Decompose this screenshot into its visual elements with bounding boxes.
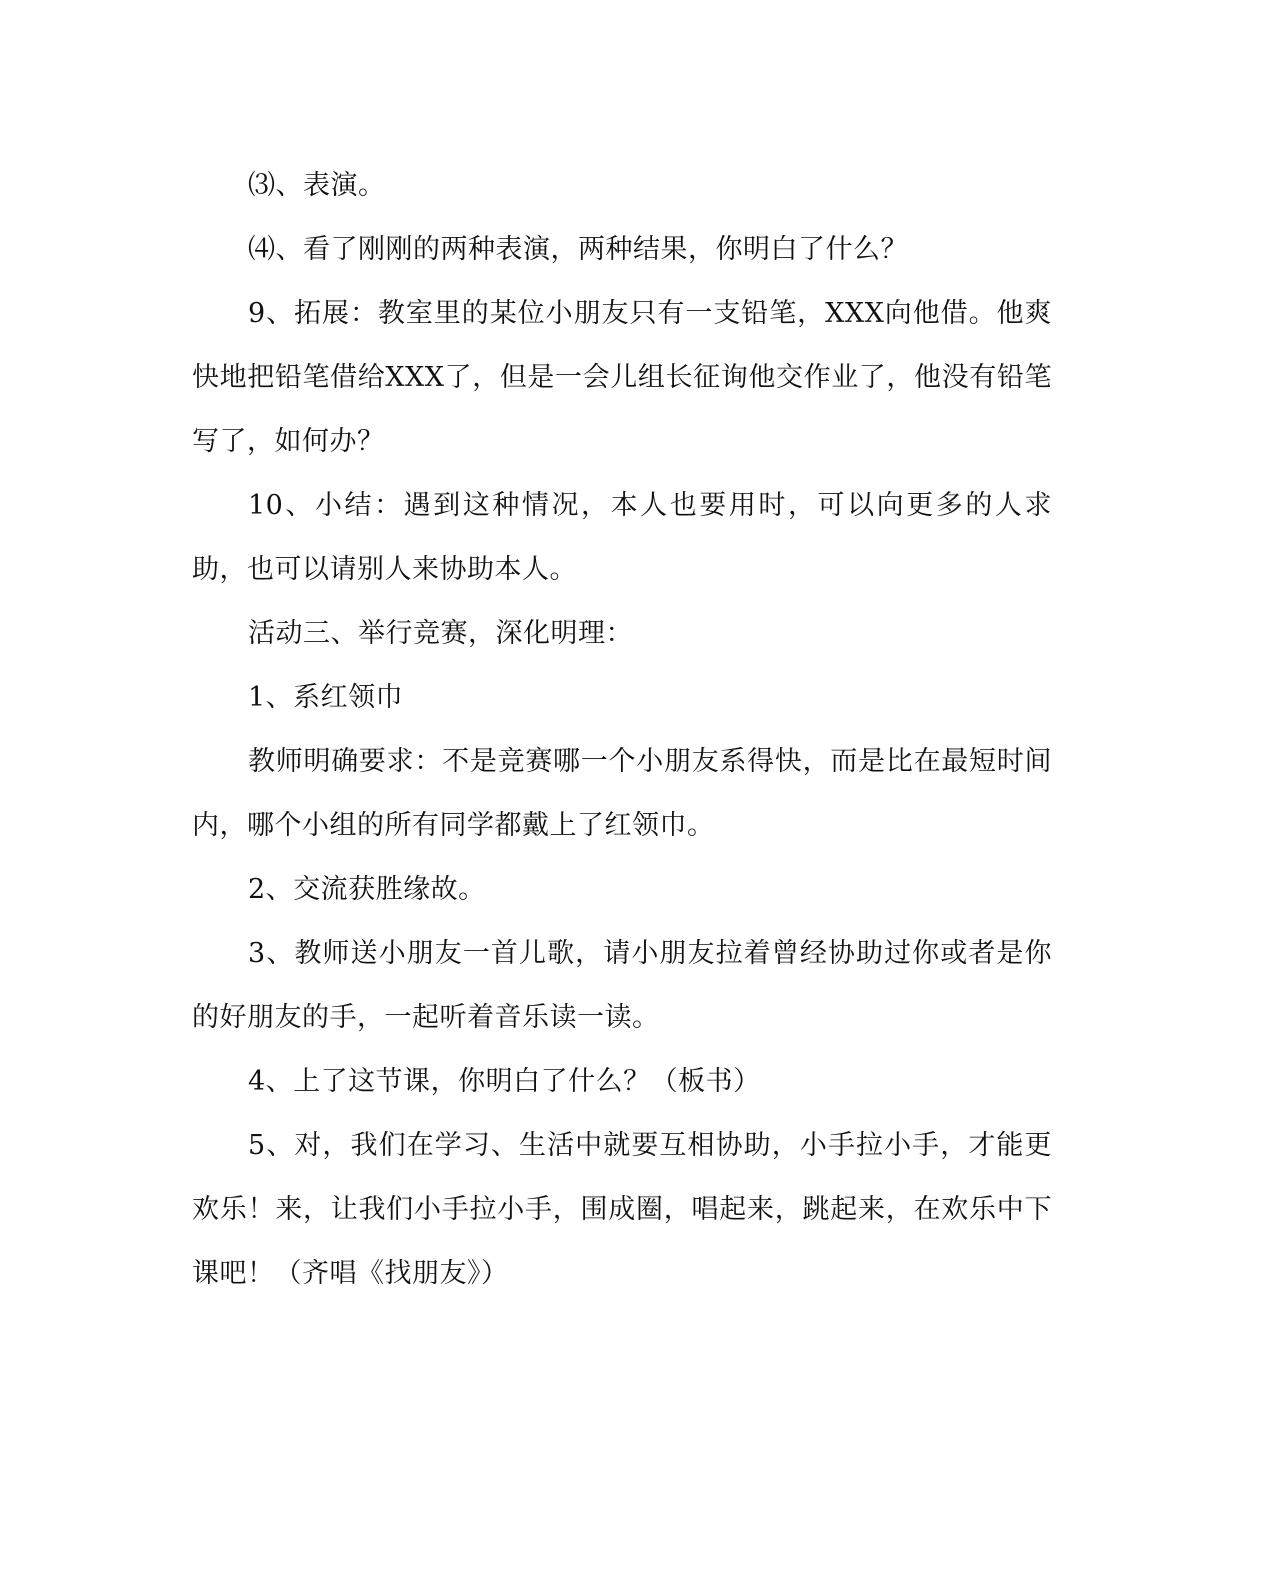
paragraph-4-lesson-question: 4、上了这节课，你明白了什么？（板书） — [248, 1066, 761, 1097]
paragraph-1-red-scarf: 1、系红领巾 — [248, 682, 404, 713]
paragraph-step-3-performance: ⑶、表演。 — [248, 170, 386, 201]
paragraph-activity-three-heading: 活动三、举行竞赛，深化明理： — [248, 618, 633, 649]
paragraph-teacher-requirement: 教师明确要求：不是竞赛哪一个小朋友系得快，而是比在最短时间内，哪个小组的所有同学都戴上了红领巾。 — [192, 746, 1052, 841]
paragraph-10-summary: 10、小结：遇到这种情况，本人也要用时，可以向更多的人求助，也可以请别人来协助本人。 — [192, 490, 1052, 585]
paragraph-step-4-question: ⑷、看了刚刚的两种表演，两种结果，你明白了什么？ — [248, 234, 908, 265]
paragraph-9-extension: 9、拓展：教室里的某位小朋友只有一支铅笔，XXX向他借。他爽快地把铅笔借给XXX了，但是一会儿组长征询他交作业了，他没有铅笔写了，如何办？ — [192, 298, 1052, 457]
paragraph-2-winning-reason: 2、交流获胜缘故。 — [248, 874, 486, 905]
document-body — [192, 154, 1052, 1306]
paragraph-3-childrens-song: 3、教师送小朋友一首儿歌，请小朋友拉着曾经协助过你或者是你的好朋友的手，一起听着音乐读一读。 — [192, 938, 1052, 1033]
paragraph-5-conclusion: 5、对，我们在学习、生活中就要互相协助，小手拉小手，才能更欢乐！来，让我们小手拉小手，围成圈，唱起来，跳起来，在欢乐中下课吧！（齐唱《找朋友》） — [192, 1130, 1052, 1289]
